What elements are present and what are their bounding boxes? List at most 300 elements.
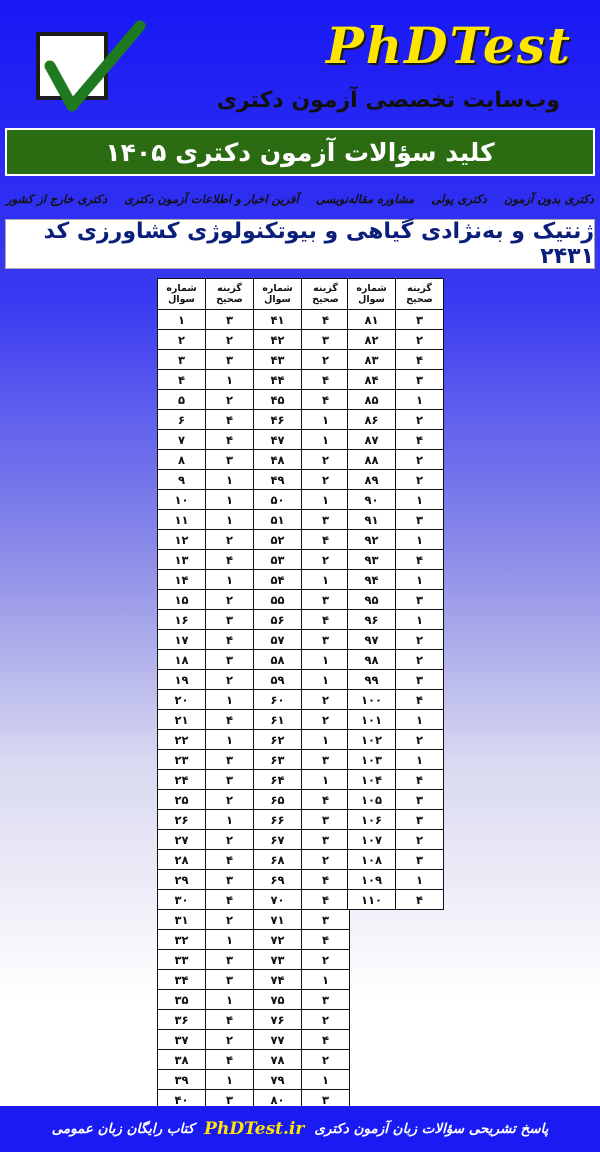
table-row xyxy=(348,330,444,350)
correct-answer: ۱ xyxy=(302,730,350,750)
correct-answer: ۴ xyxy=(206,630,254,650)
correct-answer: ۱ xyxy=(396,750,444,770)
correct-answer: ۲ xyxy=(206,790,254,810)
table-row xyxy=(348,530,444,550)
question-number: ۸ xyxy=(158,450,206,470)
table-row xyxy=(158,970,350,990)
table-row xyxy=(158,550,350,570)
table-row xyxy=(348,450,444,470)
table-row xyxy=(158,1050,350,1070)
question-number: ۴۵ xyxy=(254,390,302,410)
correct-answer: ۲ xyxy=(396,330,444,350)
correct-answer: ۳ xyxy=(396,670,444,690)
correct-answer: ۳ xyxy=(206,950,254,970)
question-number: ۱۶ xyxy=(158,610,206,630)
answer-header: گزینه صحیح xyxy=(396,279,444,310)
table-row xyxy=(158,950,350,970)
correct-answer: ۱ xyxy=(396,610,444,630)
question-number: ۲۸ xyxy=(158,850,206,870)
correct-answer: ۳ xyxy=(302,750,350,770)
question-number: ۹۲ xyxy=(348,530,396,550)
question-number: ۷۹ xyxy=(254,1070,302,1090)
table-row xyxy=(158,690,350,710)
question-number: ۸۰ xyxy=(254,1090,302,1110)
question-number: ۹۴ xyxy=(348,570,396,590)
table-row xyxy=(348,570,444,590)
correct-answer: ۱ xyxy=(206,370,254,390)
table-row xyxy=(348,310,444,330)
correct-answer: ۱ xyxy=(302,570,350,590)
subject-title: ژنتیک و به‌نژادی گیاهی و بیوتکنولوژی کشاورزی کد ۲۴۳۱ xyxy=(43,219,594,269)
table-row xyxy=(158,510,350,530)
correct-answer: ۴ xyxy=(396,350,444,370)
question-number: ۷۱ xyxy=(254,910,302,930)
correct-answer: ۳ xyxy=(396,590,444,610)
correct-answer: ۱ xyxy=(302,490,350,510)
correct-answer: ۲ xyxy=(302,690,350,710)
question-number: ۶۸ xyxy=(254,850,302,870)
correct-answer: ۲ xyxy=(206,1030,254,1050)
question-number: ۸۷ xyxy=(348,430,396,450)
answer-table-right xyxy=(347,278,444,910)
correct-answer: ۱ xyxy=(396,490,444,510)
question-number: ۱۰ xyxy=(158,490,206,510)
question-number: ۱۰۸ xyxy=(348,850,396,870)
table-row xyxy=(348,650,444,670)
correct-answer: ۲ xyxy=(206,590,254,610)
question-number: ۲۵ xyxy=(158,790,206,810)
correct-answer: ۴ xyxy=(396,550,444,570)
table-row xyxy=(348,390,444,410)
correct-answer: ۲ xyxy=(206,530,254,550)
table-row xyxy=(158,310,350,330)
question-number: ۲۲ xyxy=(158,730,206,750)
correct-answer: ۱ xyxy=(206,730,254,750)
question-number: ۴۹ xyxy=(254,470,302,490)
correct-answer: ۴ xyxy=(302,390,350,410)
correct-answer: ۱ xyxy=(302,430,350,450)
correct-answer: ۴ xyxy=(206,890,254,910)
correct-answer: ۲ xyxy=(302,470,350,490)
question-number: ۹۱ xyxy=(348,510,396,530)
question-number: ۸۸ xyxy=(348,450,396,470)
correct-answer: ۳ xyxy=(206,970,254,990)
table-row xyxy=(348,370,444,390)
question-number: ۱۵ xyxy=(158,590,206,610)
correct-answer: ۴ xyxy=(302,610,350,630)
correct-answer: ۴ xyxy=(396,890,444,910)
correct-answer: ۱ xyxy=(206,810,254,830)
question-number: ۸۶ xyxy=(348,410,396,430)
correct-answer: ۳ xyxy=(396,810,444,830)
table-row xyxy=(158,570,350,590)
question-number: ۵۱ xyxy=(254,510,302,530)
correct-answer: ۳ xyxy=(396,790,444,810)
question-number: ۹۶ xyxy=(348,610,396,630)
table-row xyxy=(348,870,444,890)
question-number: ۵۴ xyxy=(254,570,302,590)
correct-answer: ۲ xyxy=(396,470,444,490)
footer-text-free-book[interactable]: کتاب رایگان زبان عمومی xyxy=(51,1121,195,1137)
question-number: ۵۸ xyxy=(254,650,302,670)
correct-answer: ۲ xyxy=(206,670,254,690)
table-row xyxy=(158,490,350,510)
question-number: ۱۰۵ xyxy=(348,790,396,810)
table-row xyxy=(348,410,444,430)
table-row xyxy=(158,910,350,930)
question-number: ۹۵ xyxy=(348,590,396,610)
question-number: ۵۹ xyxy=(254,670,302,690)
correct-answer: ۱ xyxy=(396,530,444,550)
correct-answer: ۱ xyxy=(396,870,444,890)
correct-answer: ۱ xyxy=(302,970,350,990)
table-row xyxy=(348,850,444,870)
table-row xyxy=(158,870,350,890)
question-number: ۱۰۰ xyxy=(348,690,396,710)
correct-answer: ۳ xyxy=(206,870,254,890)
correct-answer: ۱ xyxy=(206,490,254,510)
correct-answer: ۳ xyxy=(302,630,350,650)
table-row xyxy=(158,850,350,870)
correct-answer: ۴ xyxy=(396,430,444,450)
correct-answer: ۳ xyxy=(206,750,254,770)
table-row xyxy=(158,1070,350,1090)
correct-answer: ۳ xyxy=(206,350,254,370)
question-number: ۵۵ xyxy=(254,590,302,610)
table-row xyxy=(348,770,444,790)
subject-banner xyxy=(5,219,595,269)
question-number: ۳۵ xyxy=(158,990,206,1010)
question-number: ۳۱ xyxy=(158,910,206,930)
correct-answer: ۱ xyxy=(206,510,254,530)
correct-answer: ۲ xyxy=(302,350,350,370)
question-number: ۷۳ xyxy=(254,950,302,970)
question-number: ۹۹ xyxy=(348,670,396,690)
question-number: ۳۶ xyxy=(158,1010,206,1030)
question-number: ۱۰۹ xyxy=(348,870,396,890)
table-row xyxy=(348,350,444,370)
correct-answer: ۱ xyxy=(302,1070,350,1090)
table-row xyxy=(348,710,444,730)
question-number: ۶۹ xyxy=(254,870,302,890)
question-number: ۴۳ xyxy=(254,350,302,370)
table-row xyxy=(158,470,350,490)
nav-links xyxy=(6,192,594,214)
correct-answer: ۱ xyxy=(206,990,254,1010)
question-number: ۸۵ xyxy=(348,390,396,410)
correct-answer: ۱ xyxy=(206,570,254,590)
question-number: ۶۶ xyxy=(254,810,302,830)
correct-answer: ۱ xyxy=(302,770,350,790)
table-row xyxy=(158,750,350,770)
correct-answer: ۲ xyxy=(302,850,350,870)
correct-answer: ۱ xyxy=(206,1070,254,1090)
question-number: ۶۳ xyxy=(254,750,302,770)
question-number: ۷۴ xyxy=(254,970,302,990)
correct-answer: ۳ xyxy=(396,310,444,330)
correct-answer: ۳ xyxy=(206,310,254,330)
correct-answer: ۴ xyxy=(302,1030,350,1050)
table-row xyxy=(348,470,444,490)
correct-answer: ۴ xyxy=(302,370,350,390)
correct-answer: ۱ xyxy=(396,710,444,730)
question-number: ۱۷ xyxy=(158,630,206,650)
question-number: ۱۰۳ xyxy=(348,750,396,770)
footer-site-link[interactable]: PhDTest.ir xyxy=(204,1119,305,1139)
brand-name[interactable]: PhDTest xyxy=(326,16,572,75)
page-title-bar xyxy=(5,128,595,176)
question-number: ۸۱ xyxy=(348,310,396,330)
table-row xyxy=(158,830,350,850)
question-number: ۵۶ xyxy=(254,610,302,630)
question-number: ۱۰۲ xyxy=(348,730,396,750)
correct-answer: ۲ xyxy=(206,390,254,410)
correct-answer: ۳ xyxy=(206,610,254,630)
correct-answer: ۱ xyxy=(206,470,254,490)
table-row xyxy=(158,1010,350,1030)
checkmark-logo xyxy=(36,32,108,100)
table-row xyxy=(158,730,350,750)
question-number: ۸۳ xyxy=(348,350,396,370)
table-row xyxy=(348,590,444,610)
question-number: ۴۲ xyxy=(254,330,302,350)
answer-header: گزینه صحیح xyxy=(302,279,350,310)
correct-answer: ۳ xyxy=(396,370,444,390)
table-row xyxy=(158,790,350,810)
correct-answer: ۲ xyxy=(396,410,444,430)
question-number: ۷۲ xyxy=(254,930,302,950)
table-row xyxy=(348,830,444,850)
correct-answer: ۲ xyxy=(302,450,350,470)
table-row xyxy=(348,790,444,810)
question-number: ۸۹ xyxy=(348,470,396,490)
correct-answer: ۲ xyxy=(396,450,444,470)
table-row xyxy=(348,630,444,650)
question-number-header: شماره سوال xyxy=(158,279,206,310)
question-number: ۳۹ xyxy=(158,1070,206,1090)
correct-answer: ۴ xyxy=(396,690,444,710)
table-row xyxy=(348,610,444,630)
correct-answer: ۴ xyxy=(302,790,350,810)
table-row xyxy=(348,670,444,690)
nav-link[interactable]: دکتری بدون آزمون xyxy=(504,192,594,206)
question-number: ۱۸ xyxy=(158,650,206,670)
question-number: ۸۲ xyxy=(348,330,396,350)
correct-answer: ۲ xyxy=(302,950,350,970)
correct-answer: ۴ xyxy=(206,410,254,430)
question-number: ۷۰ xyxy=(254,890,302,910)
question-number: ۴۱ xyxy=(254,310,302,330)
question-number: ۹۰ xyxy=(348,490,396,510)
correct-answer: ۳ xyxy=(302,830,350,850)
table-row xyxy=(158,370,350,390)
table-row xyxy=(348,750,444,770)
correct-answer: ۲ xyxy=(206,830,254,850)
question-number: ۱ xyxy=(158,310,206,330)
table-row xyxy=(158,350,350,370)
table-row xyxy=(158,1030,350,1050)
correct-answer: ۱ xyxy=(206,930,254,950)
question-number: ۱۰۴ xyxy=(348,770,396,790)
correct-answer: ۱ xyxy=(396,390,444,410)
correct-answer: ۲ xyxy=(302,710,350,730)
correct-answer: ۲ xyxy=(302,550,350,570)
question-number: ۲۴ xyxy=(158,770,206,790)
table-row xyxy=(348,890,444,910)
question-number: ۴۴ xyxy=(254,370,302,390)
question-number: ۳۴ xyxy=(158,970,206,990)
question-number: ۳۷ xyxy=(158,1030,206,1050)
question-number: ۲۹ xyxy=(158,870,206,890)
correct-answer: ۱ xyxy=(302,670,350,690)
correct-answer: ۳ xyxy=(302,990,350,1010)
table-row xyxy=(158,710,350,730)
correct-answer: ۳ xyxy=(396,850,444,870)
question-number: ۸۴ xyxy=(348,370,396,390)
question-number: ۳۰ xyxy=(158,890,206,910)
header xyxy=(0,0,600,124)
answer-table-left xyxy=(157,278,350,1110)
correct-answer: ۲ xyxy=(396,830,444,850)
question-number: ۹۳ xyxy=(348,550,396,570)
correct-answer: ۴ xyxy=(206,1050,254,1070)
table-row xyxy=(158,770,350,790)
question-number: ۲۷ xyxy=(158,830,206,850)
correct-answer: ۲ xyxy=(302,1010,350,1030)
question-number: ۷۵ xyxy=(254,990,302,1010)
nav-link[interactable]: دکتری پولی xyxy=(431,192,487,206)
correct-answer: ۴ xyxy=(302,870,350,890)
question-number: ۱۰۱ xyxy=(348,710,396,730)
correct-answer: ۴ xyxy=(396,770,444,790)
table-row xyxy=(158,430,350,450)
question-number: ۷۶ xyxy=(254,1010,302,1030)
question-number: ۲۰ xyxy=(158,690,206,710)
table-row xyxy=(158,810,350,830)
question-number: ۵۰ xyxy=(254,490,302,510)
correct-answer: ۳ xyxy=(302,810,350,830)
question-number: ۱۰۶ xyxy=(348,810,396,830)
table-row xyxy=(158,650,350,670)
correct-answer: ۲ xyxy=(396,630,444,650)
table-row xyxy=(158,530,350,550)
correct-answer: ۴ xyxy=(302,890,350,910)
question-number: ۳۲ xyxy=(158,930,206,950)
nav-link[interactable]: مشاوره مقاله‌نویسی xyxy=(315,192,415,206)
question-number: ۵۳ xyxy=(254,550,302,570)
question-number: ۶۵ xyxy=(254,790,302,810)
correct-answer: ۲ xyxy=(206,330,254,350)
table-row xyxy=(348,430,444,450)
correct-answer: ۴ xyxy=(206,710,254,730)
correct-answer: ۴ xyxy=(206,550,254,570)
table-row xyxy=(348,810,444,830)
question-number: ۴۸ xyxy=(254,450,302,470)
question-number: ۶۲ xyxy=(254,730,302,750)
correct-answer: ۲ xyxy=(302,1050,350,1070)
question-number: ۶۷ xyxy=(254,830,302,850)
table-row xyxy=(158,410,350,430)
question-number: ۲ xyxy=(158,330,206,350)
correct-answer: ۳ xyxy=(302,910,350,930)
table-row xyxy=(158,330,350,350)
table-row xyxy=(158,890,350,910)
question-number: ۱۹ xyxy=(158,670,206,690)
table-row xyxy=(158,450,350,470)
correct-answer: ۳ xyxy=(206,770,254,790)
question-number: ۳۳ xyxy=(158,950,206,970)
question-number: ۹۷ xyxy=(348,630,396,650)
question-number: ۷۷ xyxy=(254,1030,302,1050)
table-row xyxy=(158,930,350,950)
question-number: ۱۳ xyxy=(158,550,206,570)
correct-answer: ۱ xyxy=(302,650,350,670)
question-number: ۹ xyxy=(158,470,206,490)
question-number: ۶۱ xyxy=(254,710,302,730)
table-row xyxy=(348,690,444,710)
question-number-header: شماره سوال xyxy=(348,279,396,310)
correct-answer: ۳ xyxy=(206,1090,254,1110)
question-number: ۷۸ xyxy=(254,1050,302,1070)
nav-link[interactable]: آفرین اخبار و اطلاعات آزمون دکتری xyxy=(124,192,299,206)
correct-answer: ۴ xyxy=(302,530,350,550)
question-number: ۲۳ xyxy=(158,750,206,770)
question-number: ۲۱ xyxy=(158,710,206,730)
question-number-header: شماره سوال xyxy=(254,279,302,310)
question-number: ۴۷ xyxy=(254,430,302,450)
correct-answer: ۳ xyxy=(302,510,350,530)
question-number: ۵ xyxy=(158,390,206,410)
correct-answer: ۳ xyxy=(396,510,444,530)
table-row xyxy=(158,990,350,1010)
question-number: ۱۴ xyxy=(158,570,206,590)
page-title: کلید سؤالات آزمون دکتری ۱۴۰۵ xyxy=(105,137,495,167)
nav-link[interactable]: دکتری خارج از کشور xyxy=(6,192,108,206)
question-number: ۶۰ xyxy=(254,690,302,710)
brand-tagline: وب‌سایت تخصصی آزمون دکتری xyxy=(216,88,560,113)
correct-answer: ۴ xyxy=(206,430,254,450)
question-number: ۳۸ xyxy=(158,1050,206,1070)
correct-answer: ۱ xyxy=(206,690,254,710)
correct-answer: ۲ xyxy=(206,910,254,930)
table-row xyxy=(158,390,350,410)
table-row xyxy=(348,490,444,510)
table-row xyxy=(348,510,444,530)
table-row xyxy=(158,610,350,630)
correct-answer: ۴ xyxy=(302,930,350,950)
question-number: ۳ xyxy=(158,350,206,370)
question-number: ۲۶ xyxy=(158,810,206,830)
correct-answer: ۳ xyxy=(302,330,350,350)
question-number: ۷ xyxy=(158,430,206,450)
question-number: ۵۲ xyxy=(254,530,302,550)
table-row xyxy=(158,670,350,690)
question-number: ۱۱۰ xyxy=(348,890,396,910)
correct-answer: ۲ xyxy=(396,650,444,670)
question-number: ۹۸ xyxy=(348,650,396,670)
question-number: ۴۶ xyxy=(254,410,302,430)
correct-answer: ۳ xyxy=(302,1090,350,1110)
answer-header: گزینه صحیح xyxy=(206,279,254,310)
footer-text-explanations[interactable]: پاسخ تشریحی سؤالات زبان آزمون دکتری xyxy=(314,1121,549,1137)
table-row xyxy=(348,550,444,570)
question-number: ۴۰ xyxy=(158,1090,206,1110)
question-number: ۶ xyxy=(158,410,206,430)
correct-answer: ۴ xyxy=(302,310,350,330)
question-number: ۱۰۷ xyxy=(348,830,396,850)
question-number: ۶۴ xyxy=(254,770,302,790)
footer-banner xyxy=(0,1106,600,1152)
